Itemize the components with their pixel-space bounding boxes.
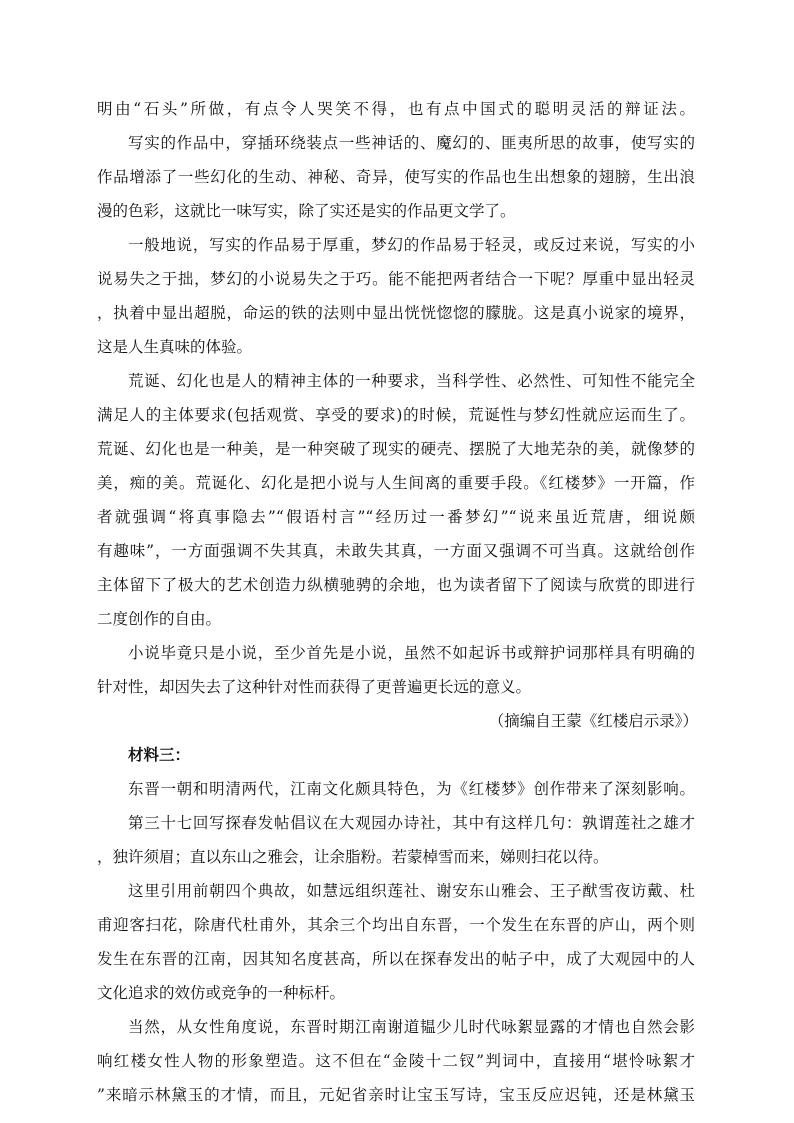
line-text: 当然，从女性角度说，东晋时期江南谢道韫少儿时代咏絮显露的才情也自然会影 bbox=[128, 1018, 695, 1036]
line-text: 一般地说，写实的作品易于厚重，梦幻的作品易于轻灵，或反过来说，写实的小 bbox=[128, 236, 695, 254]
text-line-17 bbox=[0, 636, 794, 670]
line-text: 响红楼女性人物的形象塑造。这不但在“金陵十二钗”判词中，直接用“堪怜咏絮才 bbox=[97, 1052, 695, 1070]
line-text: 荒诞、幻化也是人的精神主体的一种要求，当科学性、必然性、可知性不能完全 bbox=[128, 372, 695, 390]
line-text: 荒诞、幻化也是一种美，是一种突破了现实的硬壳、摆脱了大地芜杂的美，就像梦的 bbox=[97, 440, 695, 458]
text-line-8 bbox=[0, 330, 794, 364]
line-text: 有趣味”，一方面强调不失其真，未敢失其真，一方面又强调不可当真。这就给创作 bbox=[97, 542, 695, 560]
text-line-26 bbox=[0, 942, 794, 976]
line-text: 第三十七回写探春发帖倡议在大观园办诗社，其中有这样几句：孰谓莲社之雄才 bbox=[128, 814, 695, 832]
text-line-29 bbox=[0, 1044, 794, 1078]
text-line-12 bbox=[0, 466, 794, 500]
line-text: 写实的作品中，穿插环绕装点一些神话的、魔幻的、匪夷所思的故事，使写实的 bbox=[128, 134, 695, 152]
text-line-25 bbox=[0, 908, 794, 942]
text-line-11 bbox=[0, 432, 794, 466]
line-text: 针对性，却因失去了这种针对性而获得了更普遍更长远的意义。 bbox=[97, 678, 532, 696]
text-line-22 bbox=[0, 806, 794, 840]
source-citation bbox=[0, 704, 794, 738]
line-text: 作品增添了一些幻化的生动、神秘、奇异，使写实的作品也生出想象的翅膀，生出浪 bbox=[97, 168, 695, 186]
text-line-4 bbox=[0, 194, 794, 228]
line-text: 明由“石头”所做，有点令人哭笑不得，也有点中国式的聪明灵活的辩证法。 bbox=[97, 100, 695, 118]
citation-text: （摘编自王蒙《红楼启示录》） bbox=[488, 712, 698, 730]
text-line-7 bbox=[0, 296, 794, 330]
line-text: 发生在东晋的江南，因其知名度甚高，所以在探春发出的帖子中，成了大观园中的人 bbox=[97, 950, 695, 968]
line-text: 说易失之于拙，梦幻的小说易失之于巧。能不能把两者结合一下呢？厚重中显出轻灵 bbox=[97, 270, 695, 288]
text-line-24 bbox=[0, 874, 794, 908]
line-text: 东晋一朝和明清两代，江南文化颇具特色，为《红楼梦》创作带来了深刻影响。 bbox=[128, 780, 695, 798]
line-text: 主体留下了极大的艺术创造力纵横驰骋的余地，也为读者留下了阅读与欣赏的即进行 bbox=[97, 576, 695, 594]
text-line-23 bbox=[0, 840, 794, 874]
text-line-27 bbox=[0, 976, 794, 1010]
line-text: 美，痴的美。荒诞化、幻化是把小说与人生间离的重要手段。《红楼梦》一开篇，作 bbox=[97, 474, 695, 492]
line-text: 文化追求的效仿或竞争的一种标杆。 bbox=[97, 984, 346, 1002]
line-text: 满足人的主体要求(包括观赏、享受的要求)的时候，荒诞性与梦幻性就应运而生了。 bbox=[97, 406, 695, 424]
line-text: 二度创作的自由。 bbox=[97, 610, 222, 628]
text-line-14 bbox=[0, 534, 794, 568]
line-text: 这里引用前朝四个典故，如慧远组织莲社、谢安东山雅会、王子猷雪夜访戴、杜 bbox=[128, 882, 695, 900]
text-line-13 bbox=[0, 500, 794, 534]
text-line-18 bbox=[0, 670, 794, 704]
text-line-5 bbox=[0, 228, 794, 262]
line-text: 小说毕竟只是小说，至少首先是小说，虽然不如起诉书或辩护词那样具有明确的 bbox=[128, 644, 695, 662]
text-line-10 bbox=[0, 398, 794, 432]
line-text: 者就强调“将真事隐去”“假语村言”“经历过一番梦幻”“说来虽近荒唐，细说颇 bbox=[97, 508, 695, 526]
section-heading bbox=[0, 738, 794, 772]
line-text: ，执着中显出超脱，命运的铁的法则中显出恍恍惚惚的朦胧。这是真小说家的境界， bbox=[97, 304, 695, 322]
line-text: ”来暗示林黛玉的才情，而且，元妃省亲时让宝玉写诗，宝玉反应迟钝，还是林黛玉 bbox=[97, 1086, 695, 1104]
heading-text: 材料三： bbox=[128, 745, 191, 764]
text-line-9 bbox=[0, 364, 794, 398]
text-line-16 bbox=[0, 602, 794, 636]
text-line-15 bbox=[0, 568, 794, 602]
text-line-2 bbox=[0, 126, 794, 160]
text-line-6 bbox=[0, 262, 794, 296]
text-line-1 bbox=[0, 92, 794, 126]
text-line-30 bbox=[0, 1078, 794, 1112]
line-text: 甫迎客扫花，除唐代杜甫外，其余三个均出自东晋，一个发生在东晋的庐山，两个则 bbox=[97, 916, 695, 934]
text-line-28 bbox=[0, 1010, 794, 1044]
line-text: ，独许须眉；直以东山之雅会，让余脂粉。若蒙棹雪而来，娣则扫花以待。 bbox=[97, 848, 609, 866]
text-line-21 bbox=[0, 772, 794, 806]
line-text: 漫的色彩，这就比一味写实，除了实还是实的作品更文学了。 bbox=[97, 202, 516, 220]
text-line-3 bbox=[0, 160, 794, 194]
line-text: 这是人生真味的体验。 bbox=[97, 338, 253, 356]
